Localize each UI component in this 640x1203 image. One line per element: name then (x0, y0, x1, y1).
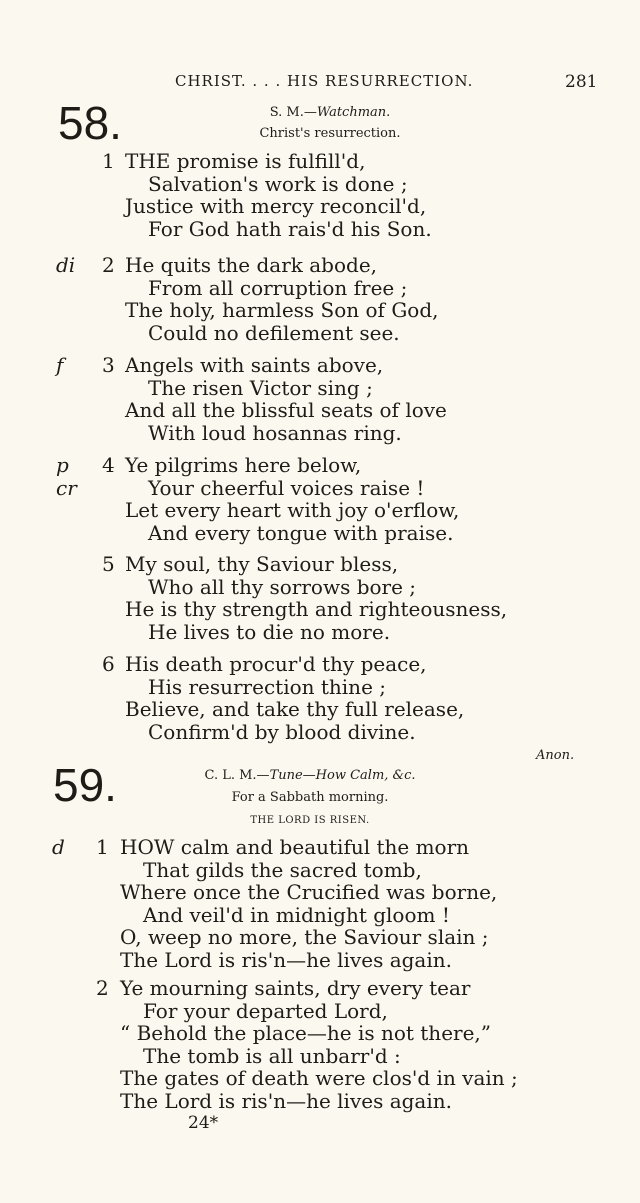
hymn-line: He lives to die no more. (148, 619, 391, 644)
dynamic-mark: d (52, 835, 65, 859)
hymn-line: O, weep no more, the Saviour slain ; (120, 925, 489, 950)
hymn-meter-59: C. L. M.—Tune—How Calm, &c. (204, 768, 416, 783)
hymn-number-59: 59. (53, 759, 117, 811)
running-header: CHRIST. . . . HIS RESURRECTION. (175, 72, 474, 90)
hymn-number-58: 58. (58, 97, 122, 149)
hymn-line: The Lord is ris'n—he lives again. (120, 1089, 452, 1113)
hymn-line: That gilds the sacred tomb, (143, 857, 422, 882)
verse-number: 6 (102, 652, 115, 676)
hymn-line: His resurrection thine ; (148, 674, 386, 699)
hymn-subtitle-59: For a Sabbath morning. (231, 790, 389, 805)
verse-number: 2 (96, 976, 109, 1000)
hymn-line: His death procur'd thy peace, (125, 652, 427, 676)
signature-mark: 24* (188, 1113, 219, 1133)
hymn-meter-58: S. M.—Watchman. (269, 105, 391, 120)
hymn-line: For God hath rais'd his Son. (148, 216, 432, 241)
hymn-line: Salvation's work is done ; (148, 171, 408, 196)
hymn-line: He is thy strength and righteousness, (125, 597, 508, 622)
hymn-caption-59: THE LORD IS RISEN. (250, 815, 370, 826)
hymn-subtitle-58: Christ's resurrection. (259, 126, 401, 141)
hymn-line: Your cheerful voices raise ! (148, 475, 425, 500)
hymn-line: And all the blissful seats of love (125, 398, 447, 423)
hymn-line: Justice with mercy reconcil'd, (125, 194, 427, 219)
hymn-line: Ye pilgrims here below, (125, 453, 362, 477)
hymn-line: The gates of death were clos'd in vain ; (120, 1066, 518, 1091)
page-number: 281 (565, 72, 598, 92)
hymn-line: The tomb is all unbarr'd : (143, 1043, 401, 1068)
hymn-line: Ye mourning saints, dry every tear (120, 976, 471, 1000)
verse-number: 5 (102, 552, 115, 576)
hymn-line: Let every heart with joy o'erflow, (125, 498, 460, 523)
hymn-line: With loud hosannas ring. (148, 420, 402, 445)
hymn-line: From all corruption free ; (148, 275, 408, 300)
hymn-line: HOW calm and beautiful the morn (120, 835, 470, 859)
hymn-line: My soul, thy Saviour bless, (125, 552, 399, 576)
dynamic-mark: cr (56, 475, 77, 500)
hymn-line: Confirm'd by blood divine. (148, 719, 416, 744)
dynamic-mark: p (56, 453, 69, 477)
hymn-line: And every tongue with praise. (148, 520, 454, 545)
hymn-author-58: Anon. (536, 748, 575, 763)
verse-number: 4 (102, 453, 115, 477)
verse-number: 1 (96, 835, 109, 859)
hymn-line: THE promise is fulfill'd, (125, 149, 366, 173)
verse-number: 2 (102, 253, 115, 277)
hymn-line: The risen Victor sing ; (148, 375, 373, 400)
hymn-line: Who all thy sorrows bore ; (148, 574, 417, 599)
dynamic-mark: f (56, 353, 64, 377)
hymn-line: Could no defilement see. (148, 320, 400, 345)
hymn-line: Believe, and take thy full release, (125, 697, 465, 722)
hymn-line: “ Behold the place—he is not there,” (120, 1021, 492, 1046)
hymn-line: Where once the Crucified was borne, (120, 880, 498, 905)
dynamic-mark: di (56, 253, 76, 277)
hymn-line: And veil'd in midnight gloom ! (143, 902, 450, 927)
hymn-line: The Lord is ris'n—he lives again. (120, 948, 452, 972)
verse-number: 3 (102, 353, 115, 377)
hymn-line: Angels with saints above, (125, 353, 384, 377)
verse-number: 1 (102, 149, 115, 173)
hymn-line: The holy, harmless Son of God, (125, 298, 439, 323)
hymn-line: For your departed Lord, (143, 998, 388, 1023)
hymn-line: He quits the dark abode, (125, 253, 378, 277)
